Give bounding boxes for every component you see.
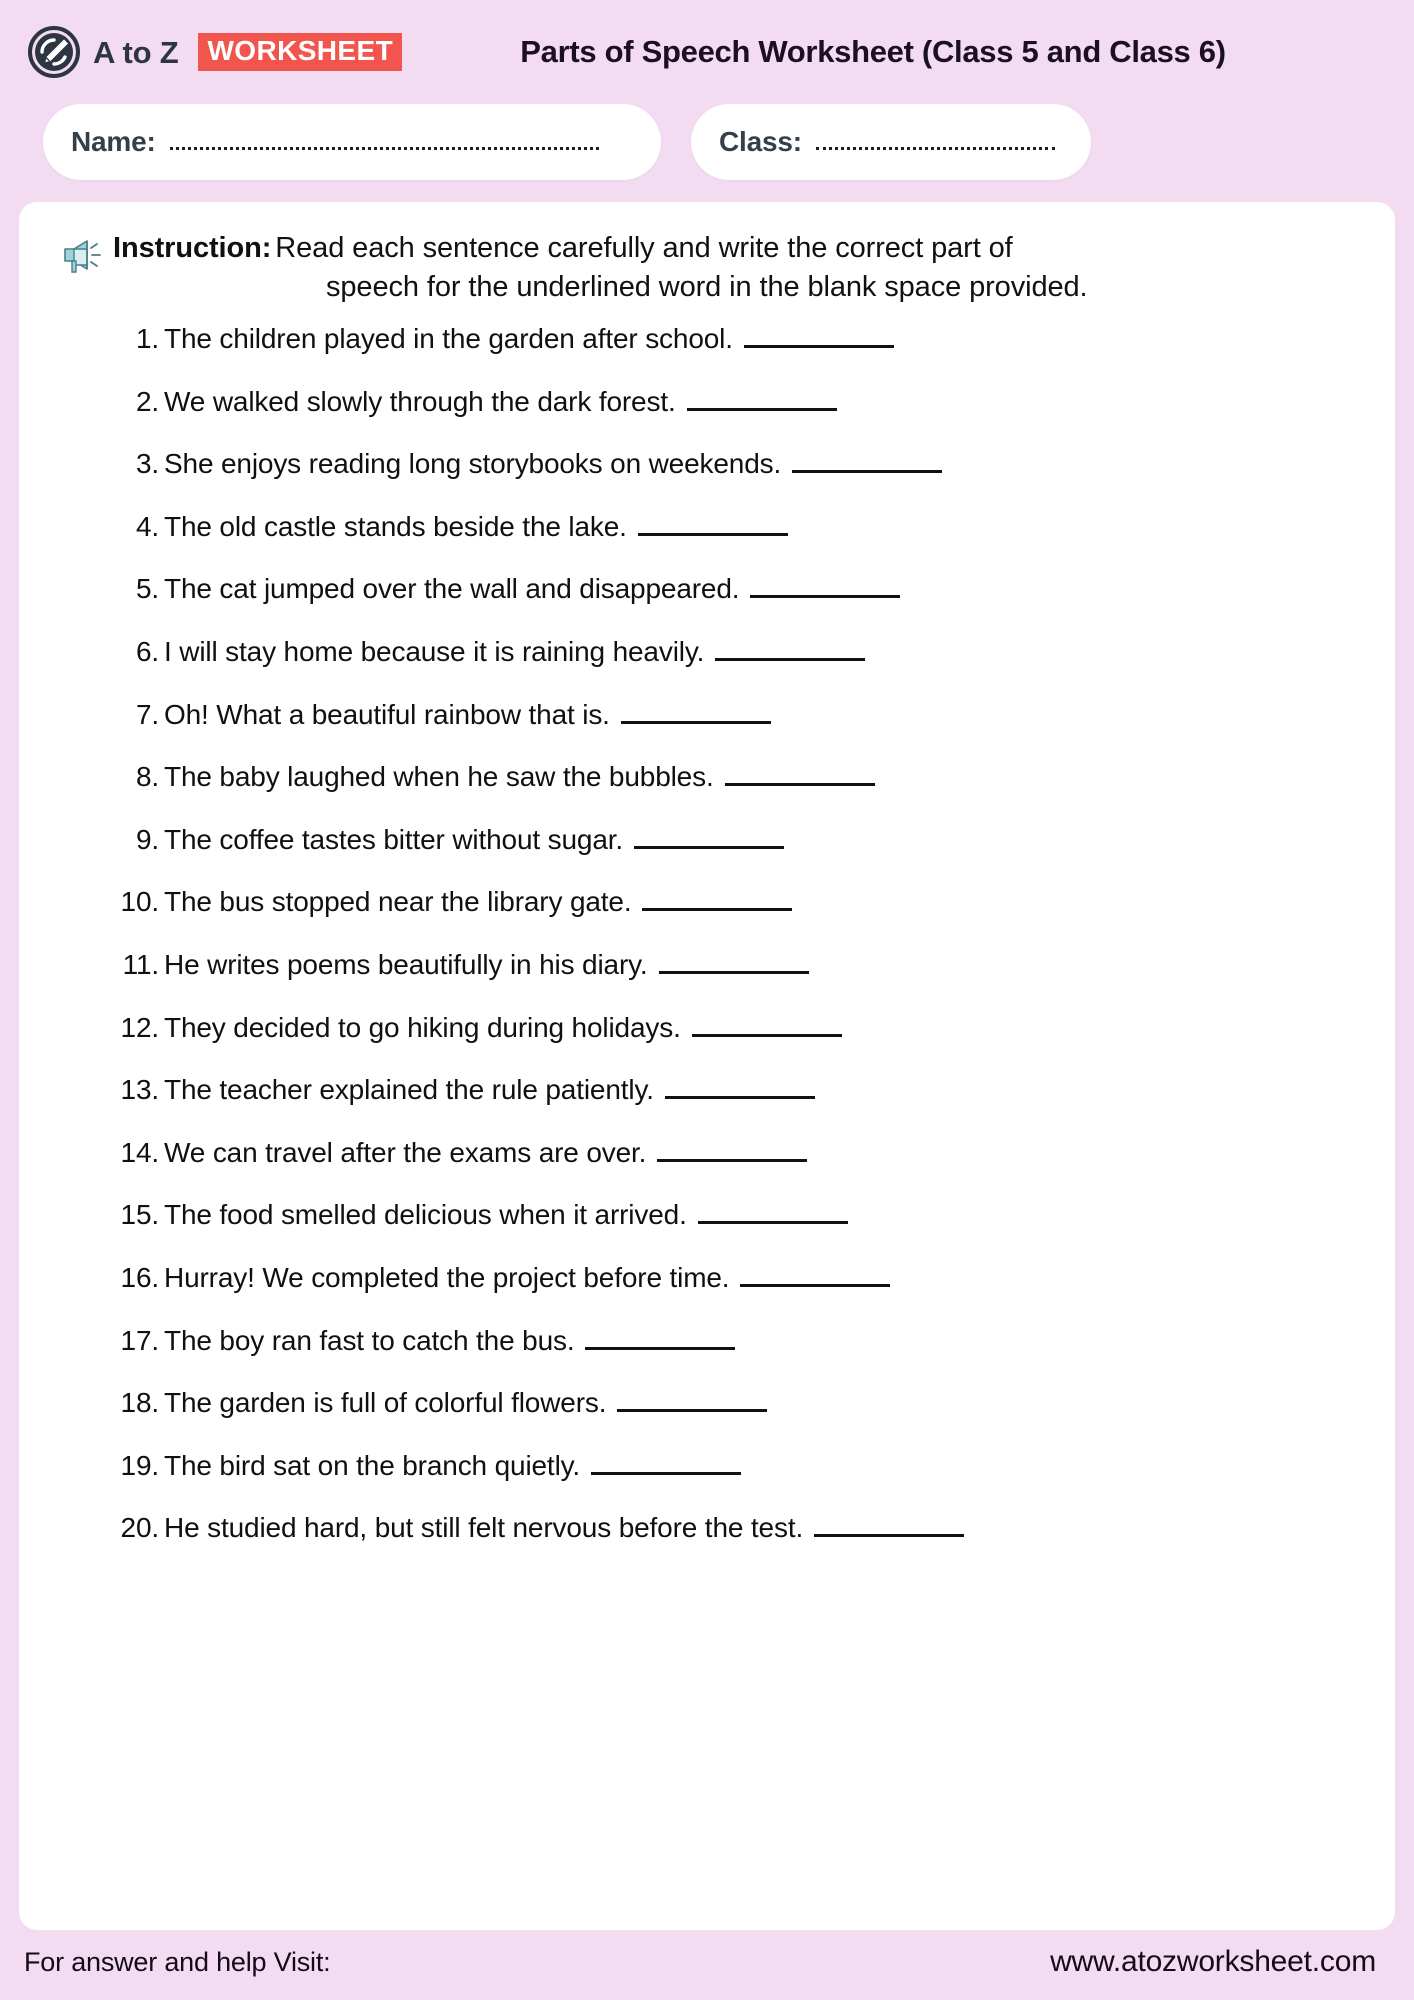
instruction-block — [49, 230, 1365, 305]
question-item — [49, 1199, 1365, 1231]
answer-blank[interactable] — [585, 1326, 735, 1349]
question-item — [49, 1012, 1365, 1044]
question-text: The cat jumped over the wall and disappeared. — [164, 573, 740, 605]
answer-blank[interactable] — [740, 1264, 890, 1287]
question-list — [49, 323, 1365, 1920]
question-text: We walked slowly through the dark forest. — [164, 385, 676, 417]
question-number: 14. — [120, 1136, 159, 1168]
question-item — [49, 761, 1365, 793]
class-field-card[interactable] — [691, 104, 1091, 180]
answer-blank[interactable] — [665, 1076, 815, 1099]
name-label: Name: — [71, 126, 156, 157]
question-number: 9. — [135, 823, 159, 855]
question-text: The coffee tastes bitter without sugar. — [164, 823, 624, 855]
question-item — [49, 1262, 1365, 1294]
answer-blank[interactable] — [715, 638, 865, 661]
question-text: We can travel after the exams are over. — [164, 1136, 647, 1168]
answer-blank[interactable] — [698, 1201, 848, 1224]
instruction-text — [113, 230, 1365, 305]
question-item — [49, 1512, 1365, 1544]
answer-blank[interactable] — [621, 700, 771, 723]
question-number: 18. — [120, 1387, 159, 1419]
question-number: 20. — [120, 1512, 159, 1544]
question-text: The bus stopped near the library gate. — [164, 886, 632, 918]
question-text: The boy ran fast to catch the bus. — [164, 1324, 575, 1356]
question-text: Hurray! We completed the project before time. — [164, 1261, 730, 1293]
question-number: 15. — [120, 1199, 159, 1231]
question-number: 6. — [135, 636, 159, 668]
answer-blank[interactable] — [642, 888, 792, 911]
question-number: 10. — [120, 886, 159, 918]
question-number: 13. — [120, 1074, 159, 1106]
question-item — [49, 511, 1365, 543]
question-item — [49, 824, 1365, 856]
question-item — [49, 1137, 1365, 1169]
brand-badge: WORKSHEET — [198, 33, 402, 71]
pen-circle-logo-icon — [26, 24, 82, 80]
question-text: She enjoys reading long storybooks on weekends. — [164, 448, 782, 480]
page-footer — [0, 1930, 1414, 2000]
question-number: 3. — [135, 448, 159, 480]
answer-blank[interactable] — [750, 575, 900, 598]
question-item — [49, 636, 1365, 668]
page-title: Parts of Speech Worksheet (Class 5 and Class 6) — [520, 34, 1226, 69]
answer-blank[interactable] — [725, 763, 875, 786]
question-item — [49, 573, 1365, 605]
answer-blank[interactable] — [744, 325, 894, 348]
question-text: The teacher explained the rule patiently. — [164, 1074, 654, 1106]
question-number: 16. — [120, 1261, 159, 1293]
question-item — [49, 448, 1365, 480]
answer-blank[interactable] — [657, 1139, 807, 1162]
question-text: He writes poems beautifully in his diary. — [164, 949, 648, 980]
megaphone-icon — [61, 236, 103, 274]
question-number: 1. — [135, 323, 159, 355]
question-item — [49, 699, 1365, 731]
page-header — [0, 0, 1414, 104]
question-text: They decided to go hiking during holidays. — [164, 1011, 681, 1043]
question-text: The food smelled delicious when it arrived. — [164, 1199, 687, 1231]
question-item — [49, 386, 1365, 418]
question-number: 4. — [135, 510, 159, 542]
class-input-line[interactable] — [816, 131, 1055, 150]
question-number: 11. — [122, 949, 159, 980]
instruction-line-2: speech for the underlined word in the blank space provided. — [326, 270, 1088, 303]
question-number: 12. — [120, 1011, 159, 1043]
instruction-label: Instruction: — [113, 232, 272, 264]
answer-blank[interactable] — [692, 1013, 842, 1036]
question-number: 8. — [135, 761, 159, 793]
footer-website: www.atozworksheet.com — [1050, 1945, 1376, 1978]
question-item — [49, 323, 1365, 355]
question-number: 5. — [135, 573, 159, 605]
answer-blank[interactable] — [687, 388, 837, 411]
answer-blank[interactable] — [792, 450, 942, 473]
question-number: 7. — [135, 698, 159, 730]
answer-blank[interactable] — [659, 951, 809, 974]
answer-blank[interactable] — [638, 513, 788, 536]
question-text: The baby laughed when he saw the bubbles. — [164, 761, 714, 793]
answer-blank[interactable] — [591, 1452, 741, 1475]
class-label: Class: — [719, 126, 802, 157]
question-number: 17. — [120, 1324, 159, 1356]
name-field-card[interactable] — [43, 104, 661, 180]
question-item — [49, 1074, 1365, 1106]
instruction-line-1: Read each sentence carefully and write the correct part of — [275, 232, 1013, 264]
question-text: I will stay home because it is raining heavily. — [164, 636, 705, 668]
answer-blank[interactable] — [634, 826, 784, 849]
question-item — [49, 949, 1365, 981]
question-item — [49, 1387, 1365, 1419]
student-info-row — [0, 104, 1414, 180]
name-input-line[interactable] — [170, 131, 599, 150]
question-text: Oh! What a beautiful rainbow that is. — [164, 698, 610, 730]
question-text: The garden is full of colorful flowers. — [164, 1387, 607, 1419]
answer-blank[interactable] — [814, 1514, 964, 1537]
question-number: 2. — [135, 385, 159, 417]
question-number: 19. — [120, 1449, 159, 1481]
question-item — [49, 1450, 1365, 1482]
question-text: He studied hard, but still felt nervous before the test. — [164, 1512, 804, 1544]
footer-help-text: For answer and help Visit: — [24, 1946, 331, 1977]
brand-lockup — [26, 24, 402, 80]
question-text: The bird sat on the branch quietly. — [164, 1449, 581, 1481]
question-item — [49, 1325, 1365, 1357]
answer-blank[interactable] — [617, 1389, 767, 1412]
question-text: The children played in the garden after school. — [164, 323, 733, 355]
question-item — [49, 886, 1365, 918]
worksheet-body-card — [19, 202, 1395, 1930]
question-text: The old castle stands beside the lake. — [164, 510, 627, 542]
brand-name: A to Z — [93, 34, 179, 70]
